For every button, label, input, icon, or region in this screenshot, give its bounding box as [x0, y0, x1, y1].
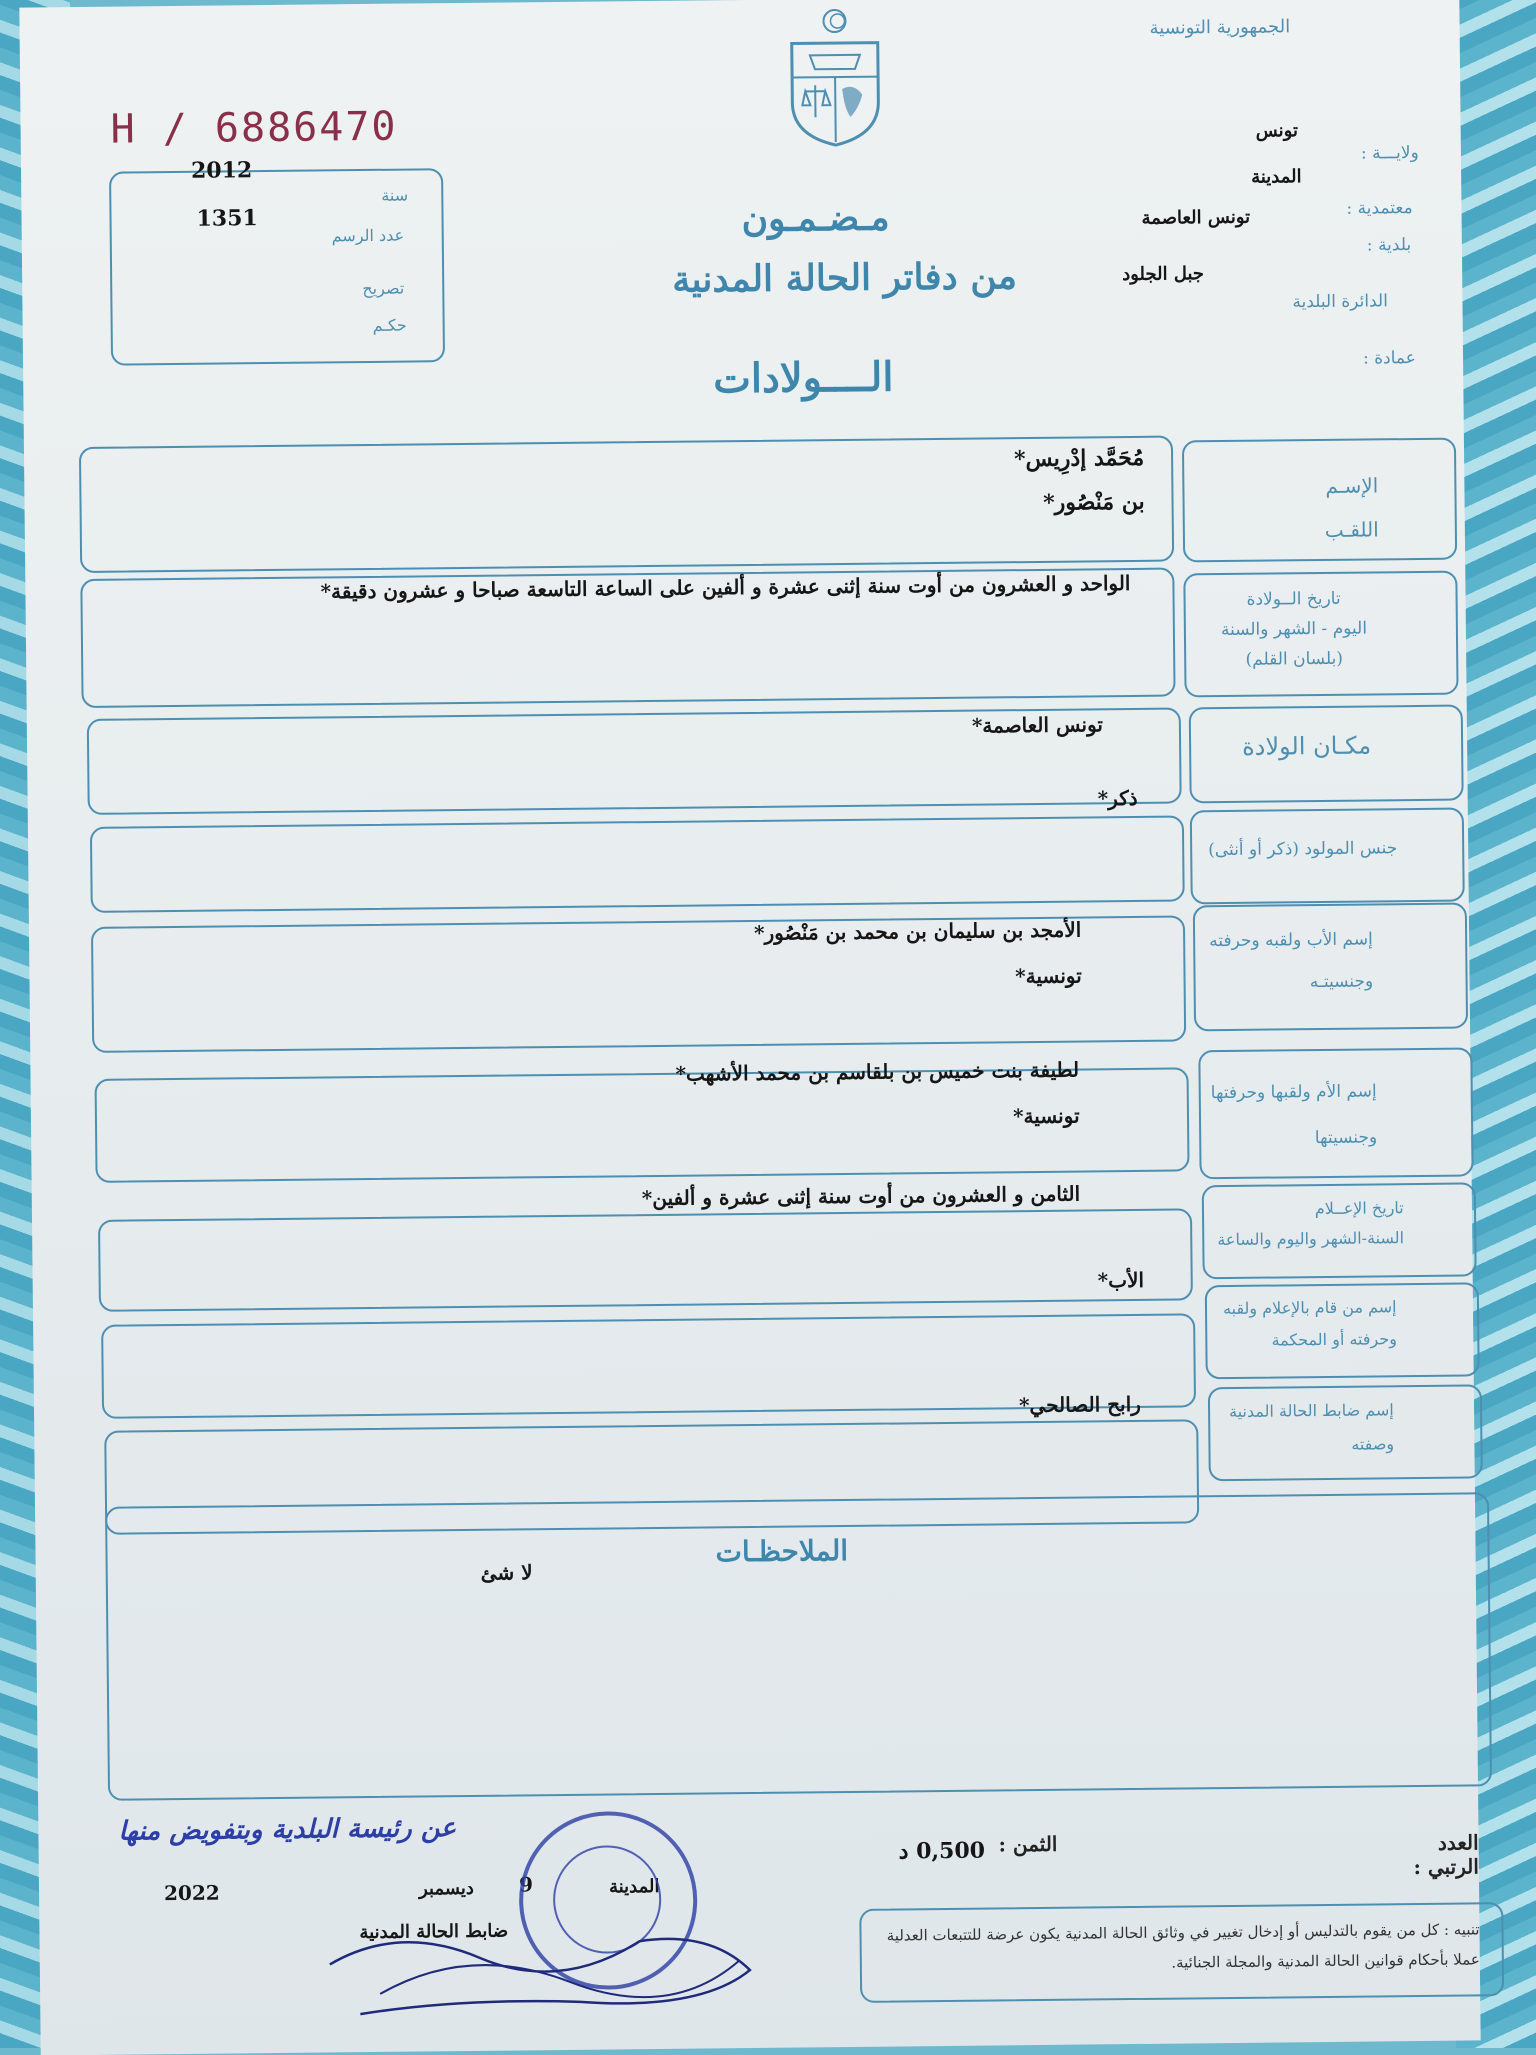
declaration-label: تصريح: [362, 279, 404, 298]
birth-date-label: تاريخ الــولادة اليوم - الشهر والسنة (بلسان القلم): [1220, 584, 1367, 676]
delegation-value: المدينة: [1251, 166, 1302, 188]
field-value-box: [79, 436, 1174, 573]
issue-place: المدينة: [609, 1876, 660, 1898]
imada-label: عمادة :: [1363, 348, 1416, 369]
document-subtitle: من دفاتر الحالة المدنية: [672, 255, 1017, 301]
field-label-box: [1182, 438, 1457, 563]
circle-value: جبل الجلود: [1122, 263, 1204, 285]
officer-value: رابح الصالحي*: [1019, 1392, 1141, 1417]
municipality-value: تونس العاصمة: [1141, 207, 1250, 229]
birth-place-value: تونس العاصمة*: [972, 712, 1103, 737]
issue-year: 2022: [164, 1881, 220, 1906]
birth-certificate-paper: [19, 0, 1480, 2055]
declarant-label: إسم من قام بالإعلام ولقبه وحرفته أو المحكمة: [1223, 1291, 1397, 1357]
country-header: الجمهورية التونسية: [1149, 16, 1290, 38]
name-value: مُحَمَّد إدْرِيس* بن مَنْصُور*: [1014, 436, 1145, 525]
sex-label: جنس المولود (ذكر أو أنثى): [1208, 838, 1397, 860]
warning-text: تنبيه : كل من يقوم بالتدليس أو إدخال تغيير في وثائق الحالة المدنية يكون عرضة للتتبعات العدلية عملا بأحكام قوانين الحالة المدنية والمجلة الجنائية.: [879, 1914, 1480, 1980]
officer-title: ضابط الحالة المدنية: [359, 1921, 508, 1944]
mother-value: لطيفة بنت خميس بن بلقاسم بن محمد الأشهب* تونسية*: [675, 1047, 1080, 1143]
field-value-box: [90, 815, 1185, 912]
reg-number-value: 1351: [196, 205, 258, 232]
section-title: الــــولادات: [713, 353, 894, 402]
father-value: الأمجد بن سليمان بن محمد بن مَنْصُور* تونسية*: [754, 907, 1082, 1002]
price-value: 0,500 د: [899, 1838, 986, 1865]
circle-label: الدائرة البلدية: [1292, 291, 1388, 312]
father-label: إسم الأب ولقبه وحرفته وجنسيتـه: [1209, 918, 1373, 1004]
name-label: الإسـم اللقـب: [1324, 463, 1379, 552]
serial-number-label: العدد الرتبي :: [1388, 1830, 1478, 1879]
judgment-label: حكـم: [373, 316, 407, 335]
reg-number-label: عدد الرسم: [332, 226, 405, 246]
issue-day: 9: [519, 1872, 533, 1896]
mother-label: إسم الأم ولقبها وحرفتها وجنسيتها: [1211, 1068, 1378, 1162]
delegation-label: معتمدية :: [1346, 198, 1412, 219]
declaration-date-value: الثامن و العشرون من أوت سنة إثنى عشرة و ألفين*: [642, 1182, 1081, 1211]
declarant-value: الأب*: [1098, 1268, 1144, 1292]
remarks-label: الملاحظـات: [715, 1534, 848, 1568]
year-label: سنة: [381, 186, 408, 205]
birth-date-value: الواحد و العشرون من أوت سنة إثنى عشرة و ألفين على الساعة التاسعة صباحا و عشرون دقيقة*: [150, 571, 1130, 605]
year-value: 2012: [191, 157, 253, 184]
coat-of-arms-emblem: [779, 6, 890, 147]
municipality-label: بلدية :: [1367, 235, 1411, 255]
officer-label: إسم ضابط الحالة المدنية وصفته: [1229, 1393, 1394, 1463]
price-label: الثمن :: [998, 1832, 1057, 1857]
serial-number: H / 6886470: [110, 104, 397, 153]
field-value-box: [98, 1208, 1193, 1311]
handwritten-signature: [319, 1900, 760, 2025]
issue-month: ديسمبر: [419, 1878, 474, 1900]
wilaya-value: تونس: [1256, 120, 1298, 141]
wilaya-label: ولايـــة :: [1361, 143, 1419, 164]
remarks-value: لا شئ: [481, 1560, 533, 1585]
birth-place-label: مكـان الولادة: [1242, 731, 1371, 760]
sex-value: ذكر*: [1098, 786, 1138, 810]
document-title: مـضـمـون: [741, 196, 889, 240]
delegation-signature-line: عن رئيسة البلدية وبتفويض منها: [118, 1813, 456, 1847]
declaration-date-label: تاريخ الإعــلام السنة-الشهر واليوم والساعة: [1217, 1193, 1404, 1255]
